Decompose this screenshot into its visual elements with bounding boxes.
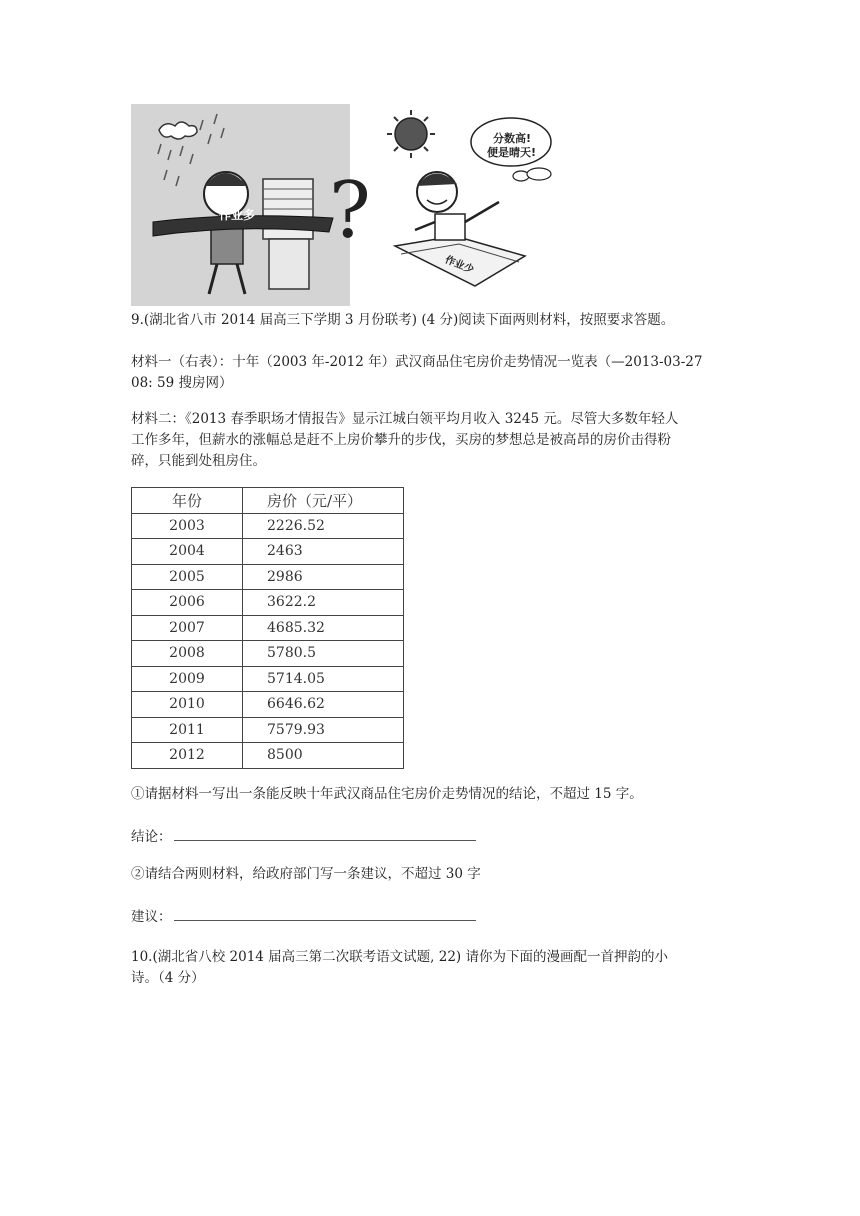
q10-line1: 10.(湖北省八校 2014 届高三第二次联考语文试题, 22) 请你为下面的漫画配一首押韵的小 — [131, 949, 668, 965]
conclusion-answer-line[interactable] — [174, 826, 476, 841]
year-cell: 2006 — [132, 590, 243, 616]
price-cell: 7579.93 — [243, 717, 404, 743]
year-cell: 2011 — [132, 717, 243, 743]
sad-student-drawing — [131, 104, 350, 306]
price-cell: 4685.32 — [243, 615, 404, 641]
price-cell: 5780.5 — [243, 641, 404, 667]
table-row — [132, 590, 404, 616]
sub-question-2: ②请结合两则材料，给政府部门写一条建议，不超过 30 字 — [131, 866, 481, 882]
table-row — [132, 666, 404, 692]
table-row — [132, 641, 404, 667]
header-price: 房价（元/平） — [243, 488, 404, 514]
table-body — [132, 513, 404, 768]
table-header-row — [132, 488, 404, 514]
speech-bubble-line1: 分数高! — [493, 132, 532, 145]
price-cell: 8500 — [243, 743, 404, 769]
header-year: 年份 — [132, 488, 243, 514]
happy-student-drawing — [371, 104, 565, 306]
housing-price-table — [131, 487, 404, 769]
year-cell: 2007 — [132, 615, 243, 641]
price-cell: 5714.05 — [243, 666, 404, 692]
price-cell: 3622.2 — [243, 590, 404, 616]
conclusion-label: 结论： — [131, 829, 172, 845]
year-cell: 2004 — [132, 539, 243, 565]
year-cell: 2010 — [132, 692, 243, 718]
table-row — [132, 692, 404, 718]
year-cell: 2012 — [132, 743, 243, 769]
price-cell: 2986 — [243, 564, 404, 590]
suggestion-row — [131, 906, 741, 928]
price-cell: 6646.62 — [243, 692, 404, 718]
q9-heading: 9.(湖北省八市 2014 届高三下学期 3 月份联考) (4 分)阅读下面两则材料，按照要求答题。 — [131, 312, 675, 328]
material2-line1: 材料二：《2013 春季职场才情报告》显示江城白领平均月收入 3245 元。尽管大多数年轻人 — [131, 411, 679, 427]
table-row — [132, 513, 404, 539]
q10-line2: 诗。（4 分） — [131, 970, 205, 986]
material2-line3: 碎，只能到处租房住。 — [131, 453, 266, 469]
year-cell: 2008 — [132, 641, 243, 667]
suggestion-label: 建议： — [131, 909, 172, 925]
year-cell: 2005 — [132, 564, 243, 590]
suggestion-answer-line[interactable] — [174, 906, 476, 921]
cartoon-image — [131, 104, 565, 306]
banner-text: 作业多 — [219, 208, 256, 222]
material1-line2: 08: 59 搜房网） — [131, 375, 233, 391]
table-row — [132, 615, 404, 641]
price-cell: 2226.52 — [243, 513, 404, 539]
book-label: 作业少 — [443, 254, 476, 277]
cartoon-left-panel — [131, 104, 350, 306]
table-row — [132, 717, 404, 743]
question-mark: ? — [329, 166, 371, 256]
material2-line2: 工作多年，但薪水的涨幅总是赶不上房价攀升的步伐，买房的梦想总是被高昂的房价击得粉 — [131, 432, 671, 448]
price-cell: 2463 — [243, 539, 404, 565]
table-row — [132, 743, 404, 769]
material1-line1: 材料一（右表）：十年（2003 年-2012 年）武汉商品住宅房价走势情况一览表（—2013-03-27 — [131, 354, 703, 370]
year-cell: 2003 — [132, 513, 243, 539]
sub-question-1: ①请据材料一写出一条能反映十年武汉商品住宅房价走势情况的结论，不超过 15 字。 — [131, 786, 643, 802]
table-row — [132, 539, 404, 565]
table-row — [132, 564, 404, 590]
year-cell: 2009 — [132, 666, 243, 692]
conclusion-row — [131, 826, 741, 848]
speech-bubble-line2: 便是晴天! — [487, 146, 537, 159]
